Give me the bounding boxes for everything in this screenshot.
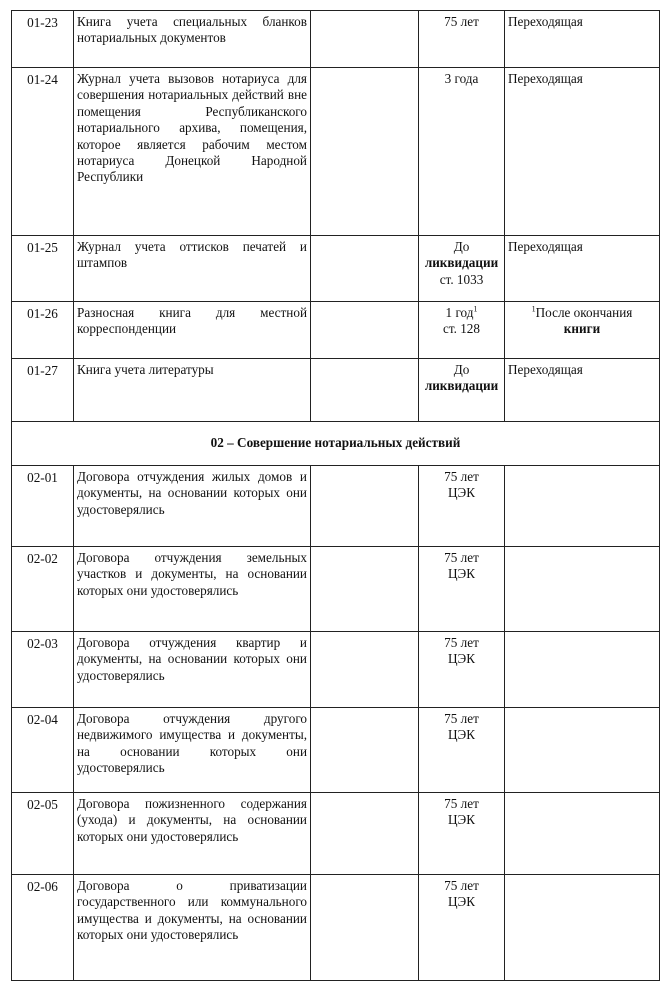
row-code: 02-05 — [12, 793, 74, 875]
row-note: Переходящая — [505, 236, 660, 302]
document-page — [11, 10, 660, 981]
table-row — [12, 236, 660, 302]
row-code: 02-04 — [12, 708, 74, 793]
row-term: 75 лет ЦЭК — [419, 632, 505, 708]
table-row — [12, 547, 660, 632]
row-term: 3 года — [419, 68, 505, 236]
row-code: 02-01 — [12, 466, 74, 547]
row-code: 02-03 — [12, 632, 74, 708]
row-code: 01-24 — [12, 68, 74, 236]
row-note: Переходящая — [505, 11, 660, 68]
row-title: Договора отчуждения жилых домов и документы, на основании которых они удостоверялись — [74, 466, 311, 547]
row-code: 01-27 — [12, 359, 74, 422]
empty-cell — [311, 359, 419, 422]
empty-cell — [311, 875, 419, 981]
table-row — [12, 302, 660, 359]
empty-cell — [311, 302, 419, 359]
row-title: Договора отчуждения земельных участков и документы, на основании которых они удостоверялись — [74, 547, 311, 632]
footnote-mark: 1 — [473, 304, 478, 314]
row-term: 75 лет ЦЭК — [419, 875, 505, 981]
table-row — [12, 68, 660, 236]
row-title: Договора отчуждения другого недвижимого имущества и документы, на основании которых они удостоверялись — [74, 708, 311, 793]
empty-cell — [505, 708, 660, 793]
empty-cell — [505, 466, 660, 547]
row-term: До ликвидации ст. 1033 — [419, 236, 505, 302]
row-title: Книга учета литературы — [74, 359, 311, 422]
row-term: 75 лет ЦЭК — [419, 708, 505, 793]
table-row — [12, 793, 660, 875]
row-title: Договора отчуждения квартир и документы, на основании которых они удостоверялись — [74, 632, 311, 708]
row-title: Разносная книга для местной корреспонденции — [74, 302, 311, 359]
footnote-mark: 1 — [531, 304, 536, 314]
empty-cell — [505, 793, 660, 875]
empty-cell — [311, 632, 419, 708]
row-term: До ликвидации — [419, 359, 505, 422]
row-code: 02-02 — [12, 547, 74, 632]
empty-cell — [505, 875, 660, 981]
row-note: Переходящая — [505, 68, 660, 236]
table-row — [12, 708, 660, 793]
row-code: 01-23 — [12, 11, 74, 68]
table-row — [12, 466, 660, 547]
row-term: 75 лет — [419, 11, 505, 68]
section-row — [12, 422, 660, 466]
row-code: 02-06 — [12, 875, 74, 981]
row-title: Договора пожизненного содержания (ухода) и документы, на основании которых они удостоверялись — [74, 793, 311, 875]
table-row — [12, 11, 660, 68]
empty-cell — [311, 68, 419, 236]
row-title: Журнал учета вызовов нотариуса для совершения нотариальных действий вне помещения Республиканского нотариального архива, помещения, которое является рабочим местом нотариуса Донецкой Народной Республики — [74, 68, 311, 236]
table-row — [12, 359, 660, 422]
empty-cell — [311, 466, 419, 547]
empty-cell — [311, 708, 419, 793]
row-code: 01-26 — [12, 302, 74, 359]
row-note: Переходящая — [505, 359, 660, 422]
section-title: 02 – Совершение нотариальных действий — [12, 422, 660, 466]
row-term: 75 лет ЦЭК — [419, 466, 505, 547]
table-row — [12, 632, 660, 708]
table-row — [12, 875, 660, 981]
row-code: 01-25 — [12, 236, 74, 302]
nomenclature-table — [11, 10, 660, 981]
row-term: 1 год$^1$ ст. 128 — [419, 302, 505, 359]
row-term: 75 лет ЦЭК — [419, 793, 505, 875]
empty-cell — [505, 547, 660, 632]
row-term: 75 лет ЦЭК — [419, 547, 505, 632]
empty-cell — [505, 632, 660, 708]
empty-cell — [311, 236, 419, 302]
row-title: Книга учета специальных бланков нотариальных документов — [74, 11, 311, 68]
row-title: Договора о приватизации государственного или коммунального имущества и документы, на основании которых они удостоверялись — [74, 875, 311, 981]
row-title: Журнал учета оттисков печатей и штампов — [74, 236, 311, 302]
row-note: $^1$После окончания книги — [505, 302, 660, 359]
empty-cell — [311, 11, 419, 68]
empty-cell — [311, 547, 419, 632]
empty-cell — [311, 793, 419, 875]
